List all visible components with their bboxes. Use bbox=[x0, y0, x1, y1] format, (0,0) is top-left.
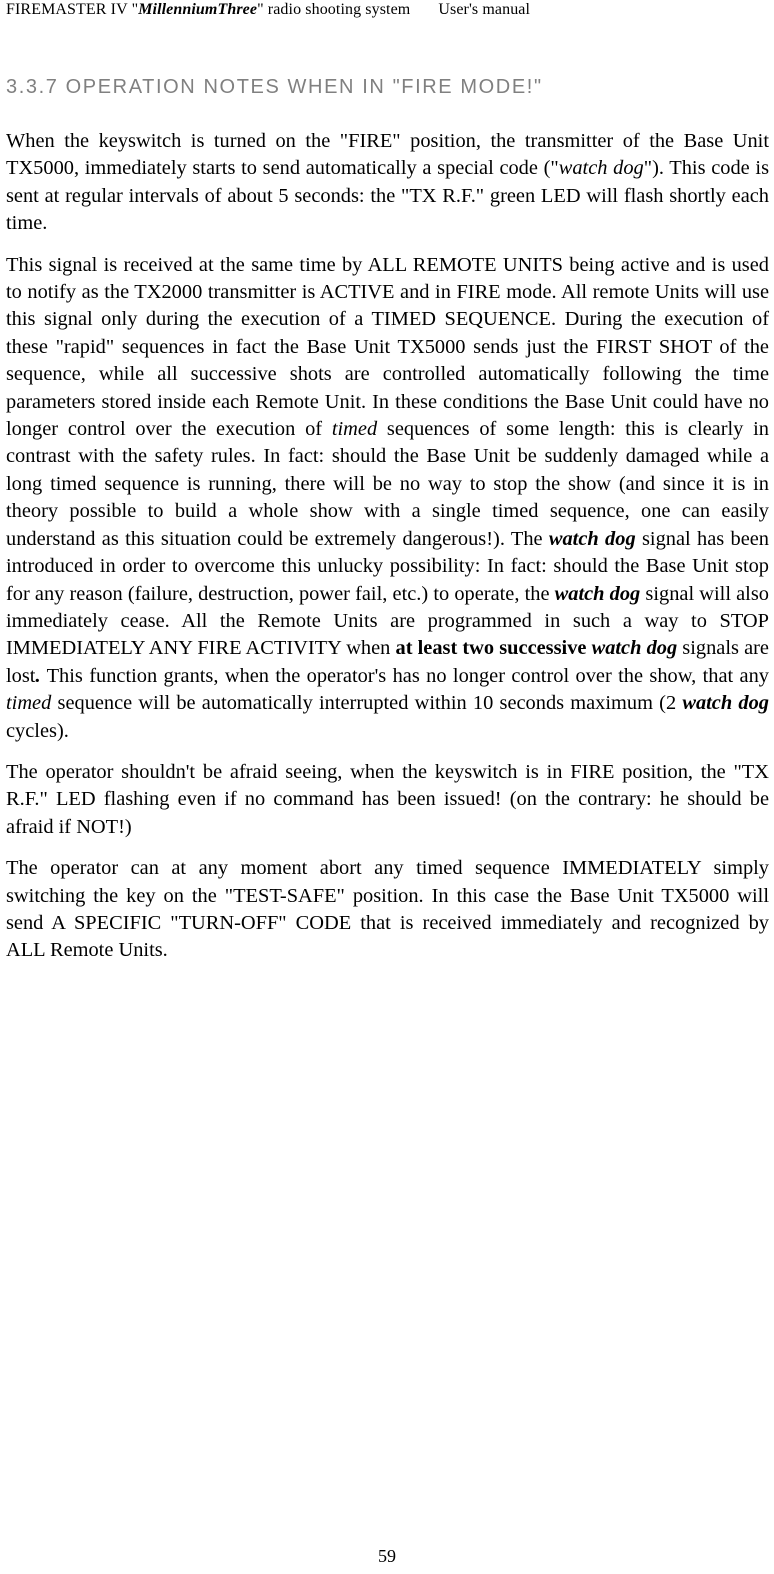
page-number: 59 bbox=[378, 1546, 396, 1566]
p2-italic-1: timed bbox=[331, 418, 378, 441]
p2-bold-italic-3: watch dog bbox=[591, 637, 678, 660]
header-brand: MillenniumThree bbox=[138, 1, 258, 18]
p2-text-4: signal will also immediately cease. All the Remote Units are programmed in such a way to STOP IMMEDIATELY ANY FIRE ACTIVITY when bbox=[6, 582, 769, 660]
p2-bold-1: at least two successive bbox=[395, 637, 592, 660]
body-text bbox=[6, 128, 769, 979]
paragraph-1 bbox=[6, 128, 769, 238]
paragraph-4: The operator can at any moment abort any timed sequence IMMEDIATELY simply switching the key on the "TEST-SAFE" position. In this case the Base Unit TX5000 will send A SPECIFIC "TURN-OFF" CODE that is received immediately and recognized by ALL Remote Units. bbox=[6, 857, 769, 962]
p2-bold-italic-2: watch dog bbox=[554, 582, 641, 605]
p2-text-6: This function grants, when the operator's has no longer control over the show, that any bbox=[40, 664, 769, 687]
header-manual: User's manual bbox=[438, 1, 531, 18]
p2-text-3: signal has been introduced in order to overcome this unlucky possibility: In fact: should the Base Unit stop for any reason (failure, destruction, power fail, etc.) to operate, the bbox=[6, 527, 769, 605]
section-title: 3.3.7 OPERATION NOTES WHEN IN "FIRE MODE!" bbox=[6, 76, 543, 98]
p2-italic-2: timed bbox=[6, 692, 52, 715]
p1-italic-1: watch dog bbox=[558, 157, 644, 180]
p1-text-1: When the keyswitch is turned on the "FIRE" position, the transmitter of the Base Unit TX5000, immediately starts to send automatically a special code (" bbox=[6, 130, 769, 180]
p2-bold-italic-4: . bbox=[35, 664, 41, 687]
header-system: " radio shooting system bbox=[257, 1, 411, 18]
p2-bold-italic-1: watch dog bbox=[548, 527, 636, 550]
p2-text-5: signals are lost bbox=[6, 637, 769, 687]
running-header bbox=[6, 0, 530, 20]
p2-text-7: sequence will be automatically interrupted within 10 seconds maximum (2 bbox=[51, 692, 683, 715]
p2-bold-italic-5: watch dog bbox=[682, 692, 769, 715]
header-product: FIREMASTER IV " bbox=[6, 1, 139, 18]
p2-text-8: cycles). bbox=[6, 719, 69, 742]
p2-text-2: sequences of some length: this is clearly in contrast with the safety rules. In fact: should the Base Unit be suddenly damaged while a long timed sequence is running, there will be no way to stop the show (and since it is in theory possible to build a whole show with a single timed sequence, one can easily understand as this situation could be extremely dangerous!). The bbox=[6, 418, 769, 550]
p2-text-1: This signal is received at the same time by ALL REMOTE UNITS being active and is used to notify as the TX2000 transmitter is ACTIVE and in FIRE mode. All remote Units will use this signal only during the execution of a TIMED SEQUENCE. During the execution of these "rapid" sequences in fact the Base Unit TX5000 sends just the FIRST SHOT of the sequence, while all successive shots are controlled automatically following the time parameters stored inside each Remote Unit. In these conditions the Base Unit could have no longer control over the execution of bbox=[6, 253, 769, 441]
paragraph-2 bbox=[6, 252, 769, 745]
p1-text-2: "). This code is sent at regular intervals of about 5 seconds: the "TX R.F." green LED will flash shortly each time. bbox=[6, 157, 770, 235]
paragraph-3: The operator shouldn't be afraid seeing, when the keyswitch is in FIRE position, the "TX R.F." LED flashing even if no command has been issued! (on the contrary: he should be afraid if NOT!) bbox=[6, 760, 769, 838]
